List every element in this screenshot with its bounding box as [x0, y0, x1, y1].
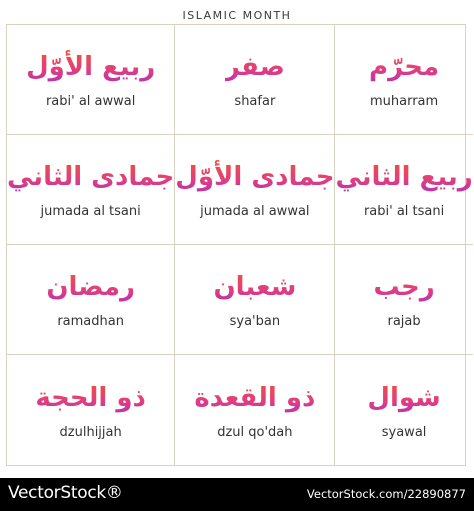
month-arabic: صفر — [224, 52, 285, 82]
month-cell — [175, 135, 335, 245]
month-cell — [7, 25, 175, 135]
month-cell — [175, 25, 335, 135]
month-cell — [335, 245, 472, 355]
month-cell — [175, 355, 335, 465]
month-arabic: ربيع الأوّل — [26, 52, 156, 82]
month-latin: rajab — [387, 314, 421, 329]
month-arabic: شوال — [367, 382, 441, 413]
month-latin: dzul qo'dah — [217, 424, 293, 440]
month-arabic: ذو الحجة — [35, 382, 146, 413]
month-latin: jumada al tsani — [40, 204, 141, 219]
month-arabic: ذو القعدة — [194, 382, 316, 413]
month-arabic: شعبان — [213, 272, 297, 302]
month-latin: shafar — [234, 94, 276, 109]
month-grid — [6, 24, 473, 466]
month-latin: ramadhan — [57, 314, 124, 329]
month-arabic: جمادى الأوّل — [175, 162, 335, 192]
month-cell — [335, 135, 472, 245]
page-title: ISLAMIC MONTH — [182, 9, 292, 22]
month-latin: rabi' al awwal — [45, 94, 136, 109]
month-arabic: رجب — [373, 272, 435, 302]
month-cell — [7, 135, 175, 245]
month-arabic: محرّم — [369, 52, 440, 82]
month-latin: muharram — [369, 94, 439, 109]
watermark-footer — [0, 478, 474, 511]
month-arabic: جمادى الثاني — [7, 162, 175, 192]
month-latin: sya'ban — [229, 314, 281, 329]
month-latin: syawal — [381, 424, 427, 440]
brand-logo: VectorStock® — [8, 483, 123, 503]
image-url: VectorStock.com/22890877 — [306, 487, 466, 501]
month-cell — [175, 245, 335, 355]
month-latin: jumada al awwal — [200, 204, 310, 219]
month-cell — [7, 245, 175, 355]
month-latin: rabi' al tsani — [363, 204, 445, 219]
month-arabic: ربيع الثاني — [335, 162, 473, 192]
month-cell — [7, 355, 175, 465]
month-arabic: رمضان — [46, 272, 135, 302]
month-cell — [335, 355, 472, 465]
month-cell — [335, 25, 472, 135]
month-latin: dzulhijjah — [59, 424, 122, 440]
